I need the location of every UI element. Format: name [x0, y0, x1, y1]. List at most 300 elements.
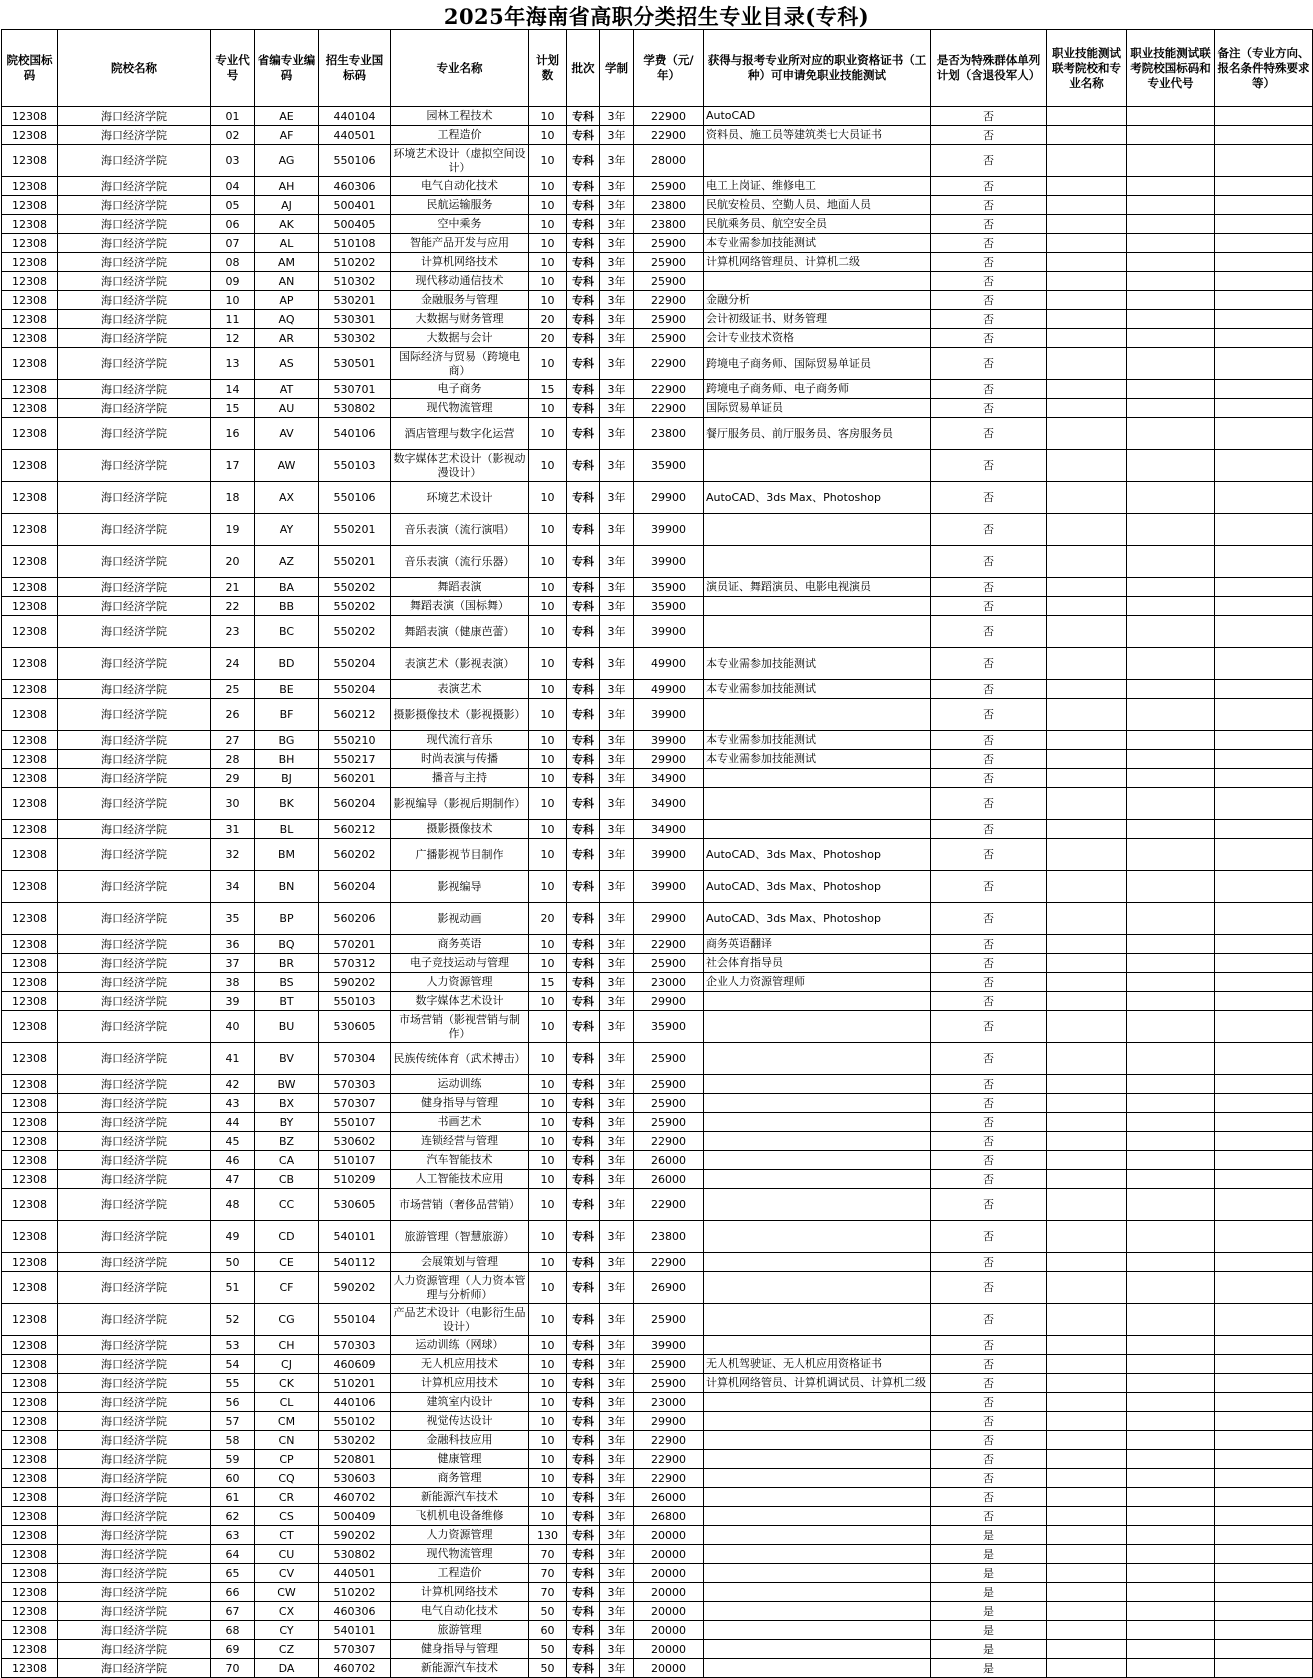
- cell-national-code: 570304: [319, 1043, 391, 1075]
- cell-remarks: [1215, 1170, 1313, 1189]
- cell-certificate: [704, 1132, 931, 1151]
- cell-remarks: [1215, 1113, 1313, 1132]
- cell-certificate: [704, 699, 931, 731]
- cell-duration: 3年: [600, 1355, 634, 1374]
- column-header-duration: 学制: [600, 30, 634, 107]
- cell-plan-count: 10: [529, 196, 567, 215]
- column-header-plan-count: 计划数: [529, 30, 567, 107]
- cell-school-name: 海口经济学院: [58, 546, 211, 578]
- cell-major-name: 商务英语: [391, 935, 529, 954]
- cell-tuition: 23800: [634, 418, 704, 450]
- cell-certificate: 社会体育指导员: [704, 954, 931, 973]
- cell-batch: 专科: [567, 1132, 600, 1151]
- cell-duration: 3年: [600, 1431, 634, 1450]
- cell-tuition: 35900: [634, 450, 704, 482]
- cell-certificate: [704, 546, 931, 578]
- cell-major-name: 工程造价: [391, 126, 529, 145]
- cell-joint-test-code: [1127, 1431, 1215, 1450]
- cell-batch: 专科: [567, 1221, 600, 1253]
- cell-certificate: 跨境电子商务师、国际贸易单证员: [704, 348, 931, 380]
- cell-major-name: 民族传统体育（武术搏击）: [391, 1043, 529, 1075]
- cell-plan-count: 10: [529, 597, 567, 616]
- cell-school-name: 海口经济学院: [58, 1488, 211, 1507]
- cell-school-code: 12308: [2, 482, 58, 514]
- cell-province-code: CT: [255, 1526, 319, 1545]
- cell-school-name: 海口经济学院: [58, 871, 211, 903]
- cell-school-code: 12308: [2, 291, 58, 310]
- cell-major-code: 02: [211, 126, 255, 145]
- cell-certificate: AutoCAD、3ds Max、Photoshop: [704, 839, 931, 871]
- cell-major-code: 06: [211, 215, 255, 234]
- cell-batch: 专科: [567, 196, 600, 215]
- cell-school-code: 12308: [2, 1170, 58, 1189]
- cell-special-group: 否: [931, 1253, 1047, 1272]
- cell-special-group: 否: [931, 1075, 1047, 1094]
- cell-special-group: 否: [931, 145, 1047, 177]
- cell-batch: 专科: [567, 1374, 600, 1393]
- cell-joint-test-school: [1047, 1602, 1127, 1621]
- cell-remarks: [1215, 1221, 1313, 1253]
- cell-joint-test-code: [1127, 272, 1215, 291]
- cell-batch: 专科: [567, 1355, 600, 1374]
- cell-school-code: 12308: [2, 1469, 58, 1488]
- cell-remarks: [1215, 1469, 1313, 1488]
- cell-batch: 专科: [567, 871, 600, 903]
- table-row: [2, 1189, 1313, 1221]
- cell-special-group: 是: [931, 1602, 1047, 1621]
- cell-school-code: 12308: [2, 126, 58, 145]
- cell-certificate: 电工上岗证、维修电工: [704, 177, 931, 196]
- cell-joint-test-code: [1127, 820, 1215, 839]
- cell-province-code: AM: [255, 253, 319, 272]
- cell-national-code: 530802: [319, 399, 391, 418]
- cell-school-name: 海口经济学院: [58, 126, 211, 145]
- cell-certificate: [704, 1564, 931, 1583]
- cell-province-code: CC: [255, 1189, 319, 1221]
- cell-special-group: 否: [931, 578, 1047, 597]
- cell-special-group: 否: [931, 1221, 1047, 1253]
- table-row: [2, 731, 1313, 750]
- cell-plan-count: 10: [529, 935, 567, 954]
- cell-plan-count: 70: [529, 1545, 567, 1564]
- cell-special-group: 是: [931, 1564, 1047, 1583]
- cell-tuition: 34900: [634, 788, 704, 820]
- cell-school-name: 海口经济学院: [58, 253, 211, 272]
- cell-certificate: 民航安检员、空勤人员、地面人员: [704, 196, 931, 215]
- cell-certificate: [704, 1488, 931, 1507]
- cell-joint-test-school: [1047, 1336, 1127, 1355]
- cell-tuition: 39900: [634, 839, 704, 871]
- cell-national-code: 550201: [319, 546, 391, 578]
- cell-national-code: 510202: [319, 1583, 391, 1602]
- cell-special-group: 否: [931, 1113, 1047, 1132]
- table-row: [2, 1469, 1313, 1488]
- cell-major-name: 金融服务与管理: [391, 291, 529, 310]
- cell-major-code: 05: [211, 196, 255, 215]
- cell-tuition: 20000: [634, 1526, 704, 1545]
- cell-plan-count: 15: [529, 973, 567, 992]
- cell-joint-test-code: [1127, 1043, 1215, 1075]
- cell-special-group: 否: [931, 348, 1047, 380]
- cell-special-group: 否: [931, 196, 1047, 215]
- cell-school-code: 12308: [2, 1602, 58, 1621]
- cell-special-group: 否: [931, 648, 1047, 680]
- cell-plan-count: 10: [529, 234, 567, 253]
- table-row: [2, 1640, 1313, 1659]
- cell-school-code: 12308: [2, 1393, 58, 1412]
- cell-duration: 3年: [600, 1393, 634, 1412]
- cell-plan-count: 10: [529, 1469, 567, 1488]
- cell-school-code: 12308: [2, 1431, 58, 1450]
- cell-batch: 专科: [567, 1659, 600, 1678]
- cell-special-group: 否: [931, 616, 1047, 648]
- cell-major-name: 旅游管理: [391, 1621, 529, 1640]
- cell-special-group: 否: [931, 699, 1047, 731]
- cell-school-code: 12308: [2, 1374, 58, 1393]
- cell-national-code: 530605: [319, 1189, 391, 1221]
- cell-duration: 3年: [600, 380, 634, 399]
- cell-major-name: 环境艺术设计: [391, 482, 529, 514]
- cell-major-code: 54: [211, 1355, 255, 1374]
- cell-duration: 3年: [600, 272, 634, 291]
- cell-plan-count: 10: [529, 1304, 567, 1336]
- table-row: [2, 107, 1313, 126]
- cell-certificate: 商务英语翻译: [704, 935, 931, 954]
- cell-tuition: 23800: [634, 196, 704, 215]
- cell-province-code: CA: [255, 1151, 319, 1170]
- cell-school-code: 12308: [2, 788, 58, 820]
- cell-school-name: 海口经济学院: [58, 418, 211, 450]
- cell-remarks: [1215, 935, 1313, 954]
- cell-remarks: [1215, 1043, 1313, 1075]
- cell-special-group: 否: [931, 1304, 1047, 1336]
- cell-school-name: 海口经济学院: [58, 1412, 211, 1431]
- cell-special-group: 否: [931, 1272, 1047, 1304]
- cell-special-group: 否: [931, 903, 1047, 935]
- cell-major-code: 15: [211, 399, 255, 418]
- cell-national-code: 440501: [319, 1564, 391, 1583]
- cell-plan-count: 60: [529, 1621, 567, 1640]
- cell-batch: 专科: [567, 992, 600, 1011]
- cell-province-code: AY: [255, 514, 319, 546]
- cell-major-name: 新能源汽车技术: [391, 1488, 529, 1507]
- cell-duration: 3年: [600, 903, 634, 935]
- cell-joint-test-school: [1047, 546, 1127, 578]
- cell-duration: 3年: [600, 482, 634, 514]
- cell-remarks: [1215, 871, 1313, 903]
- table-row: [2, 699, 1313, 731]
- cell-certificate: [704, 1659, 931, 1678]
- cell-national-code: 510201: [319, 1374, 391, 1393]
- cell-joint-test-code: [1127, 348, 1215, 380]
- cell-joint-test-school: [1047, 954, 1127, 973]
- cell-province-code: CH: [255, 1336, 319, 1355]
- cell-duration: 3年: [600, 1412, 634, 1431]
- cell-joint-test-school: [1047, 839, 1127, 871]
- cell-tuition: 49900: [634, 648, 704, 680]
- cell-province-code: CR: [255, 1488, 319, 1507]
- cell-joint-test-school: [1047, 1189, 1127, 1221]
- cell-major-code: 70: [211, 1659, 255, 1678]
- cell-remarks: [1215, 1488, 1313, 1507]
- cell-national-code: 500409: [319, 1507, 391, 1526]
- cell-tuition: 26900: [634, 1272, 704, 1304]
- cell-province-code: BD: [255, 648, 319, 680]
- cell-province-code: CQ: [255, 1469, 319, 1488]
- cell-remarks: [1215, 680, 1313, 699]
- table-row: [2, 648, 1313, 680]
- cell-school-code: 12308: [2, 272, 58, 291]
- cell-joint-test-code: [1127, 1189, 1215, 1221]
- cell-joint-test-code: [1127, 871, 1215, 903]
- cell-province-code: AU: [255, 399, 319, 418]
- cell-province-code: BK: [255, 788, 319, 820]
- cell-joint-test-school: [1047, 1374, 1127, 1393]
- cell-plan-count: 10: [529, 145, 567, 177]
- cell-joint-test-code: [1127, 329, 1215, 348]
- cell-joint-test-code: [1127, 1355, 1215, 1374]
- cell-tuition: 20000: [634, 1583, 704, 1602]
- cell-joint-test-code: [1127, 597, 1215, 616]
- cell-province-code: CD: [255, 1221, 319, 1253]
- cell-national-code: 530202: [319, 1431, 391, 1450]
- cell-plan-count: 10: [529, 750, 567, 769]
- cell-joint-test-code: [1127, 1621, 1215, 1640]
- cell-certificate: [704, 1113, 931, 1132]
- cell-national-code: 550204: [319, 648, 391, 680]
- cell-major-code: 50: [211, 1253, 255, 1272]
- cell-national-code: 570303: [319, 1075, 391, 1094]
- cell-special-group: 否: [931, 253, 1047, 272]
- cell-province-code: AJ: [255, 196, 319, 215]
- cell-major-name: 工程造价: [391, 1564, 529, 1583]
- cell-special-group: 否: [931, 272, 1047, 291]
- table-row: [2, 788, 1313, 820]
- table-row: [2, 954, 1313, 973]
- cell-major-code: 10: [211, 291, 255, 310]
- cell-plan-count: 10: [529, 1151, 567, 1170]
- cell-plan-count: 10: [529, 788, 567, 820]
- cell-duration: 3年: [600, 616, 634, 648]
- cell-joint-test-code: [1127, 1151, 1215, 1170]
- cell-batch: 专科: [567, 145, 600, 177]
- cell-major-name: 舞蹈表演（健康芭蕾）: [391, 616, 529, 648]
- cell-remarks: [1215, 253, 1313, 272]
- cell-school-code: 12308: [2, 1488, 58, 1507]
- cell-school-name: 海口经济学院: [58, 1075, 211, 1094]
- cell-province-code: BB: [255, 597, 319, 616]
- cell-joint-test-code: [1127, 380, 1215, 399]
- cell-plan-count: 10: [529, 820, 567, 839]
- cell-school-name: 海口经济学院: [58, 954, 211, 973]
- cell-major-name: 音乐表演（流行演唱）: [391, 514, 529, 546]
- cell-school-code: 12308: [2, 1221, 58, 1253]
- cell-province-code: BN: [255, 871, 319, 903]
- cell-certificate: 会计初级证书、财务管理: [704, 310, 931, 329]
- cell-tuition: 22900: [634, 1450, 704, 1469]
- cell-remarks: [1215, 1075, 1313, 1094]
- cell-major-name: 国际经济与贸易（跨境电商）: [391, 348, 529, 380]
- cell-batch: 专科: [567, 935, 600, 954]
- cell-school-code: 12308: [2, 1545, 58, 1564]
- cell-tuition: 23800: [634, 215, 704, 234]
- cell-major-name: 健身指导与管理: [391, 1094, 529, 1113]
- cell-major-name: 人力资源管理（人力资本管理与分析师）: [391, 1272, 529, 1304]
- cell-tuition: 22900: [634, 1431, 704, 1450]
- cell-special-group: 否: [931, 450, 1047, 482]
- table-row: [2, 750, 1313, 769]
- cell-province-code: BA: [255, 578, 319, 597]
- cell-certificate: [704, 1304, 931, 1336]
- cell-school-code: 12308: [2, 380, 58, 399]
- cell-national-code: 550201: [319, 514, 391, 546]
- table-row: [2, 903, 1313, 935]
- cell-duration: 3年: [600, 1170, 634, 1189]
- cell-major-code: 47: [211, 1170, 255, 1189]
- table-row: [2, 348, 1313, 380]
- cell-certificate: 无人机驾驶证、无人机应用资格证书: [704, 1355, 931, 1374]
- cell-school-code: 12308: [2, 1043, 58, 1075]
- column-header-major-name: 专业名称: [391, 30, 529, 107]
- cell-joint-test-school: [1047, 145, 1127, 177]
- cell-national-code: 550103: [319, 450, 391, 482]
- cell-special-group: 否: [931, 418, 1047, 450]
- cell-certificate: [704, 992, 931, 1011]
- cell-batch: 专科: [567, 839, 600, 871]
- cell-plan-count: 10: [529, 126, 567, 145]
- cell-school-code: 12308: [2, 616, 58, 648]
- cell-school-name: 海口经济学院: [58, 1151, 211, 1170]
- cell-tuition: 20000: [634, 1602, 704, 1621]
- cell-joint-test-code: [1127, 648, 1215, 680]
- cell-joint-test-code: [1127, 482, 1215, 514]
- cell-major-name: 现代物流管理: [391, 1545, 529, 1564]
- cell-major-name: 数字媒体艺术设计: [391, 992, 529, 1011]
- cell-province-code: AL: [255, 234, 319, 253]
- cell-batch: 专科: [567, 903, 600, 935]
- cell-plan-count: 20: [529, 329, 567, 348]
- cell-batch: 专科: [567, 1621, 600, 1640]
- cell-remarks: [1215, 597, 1313, 616]
- cell-school-code: 12308: [2, 1151, 58, 1170]
- cell-school-code: 12308: [2, 1583, 58, 1602]
- cell-joint-test-school: [1047, 1272, 1127, 1304]
- cell-major-code: 11: [211, 310, 255, 329]
- cell-major-code: 01: [211, 107, 255, 126]
- cell-major-code: 36: [211, 935, 255, 954]
- cell-joint-test-code: [1127, 196, 1215, 215]
- cell-major-code: 40: [211, 1011, 255, 1043]
- cell-joint-test-code: [1127, 1374, 1215, 1393]
- cell-school-name: 海口经济学院: [58, 1132, 211, 1151]
- cell-plan-count: 10: [529, 546, 567, 578]
- cell-tuition: 20000: [634, 1545, 704, 1564]
- cell-remarks: [1215, 1355, 1313, 1374]
- cell-joint-test-code: [1127, 1507, 1215, 1526]
- cell-joint-test-code: [1127, 1469, 1215, 1488]
- cell-joint-test-code: [1127, 1602, 1215, 1621]
- cell-school-code: 12308: [2, 954, 58, 973]
- cell-remarks: [1215, 1545, 1313, 1564]
- cell-special-group: 否: [931, 1469, 1047, 1488]
- cell-certificate: [704, 1393, 931, 1412]
- cell-province-code: BH: [255, 750, 319, 769]
- cell-national-code: 560212: [319, 699, 391, 731]
- table-row: [2, 1621, 1313, 1640]
- cell-duration: 3年: [600, 699, 634, 731]
- cell-national-code: 530201: [319, 291, 391, 310]
- cell-school-code: 12308: [2, 597, 58, 616]
- cell-special-group: 否: [931, 788, 1047, 820]
- cell-special-group: 否: [931, 680, 1047, 699]
- cell-joint-test-code: [1127, 680, 1215, 699]
- cell-plan-count: 10: [529, 514, 567, 546]
- cell-duration: 3年: [600, 1469, 634, 1488]
- cell-batch: 专科: [567, 1043, 600, 1075]
- cell-school-code: 12308: [2, 1132, 58, 1151]
- cell-national-code: 510108: [319, 234, 391, 253]
- cell-special-group: 否: [931, 731, 1047, 750]
- cell-school-code: 12308: [2, 348, 58, 380]
- cell-remarks: [1215, 514, 1313, 546]
- cell-plan-count: 10: [529, 1488, 567, 1507]
- cell-national-code: 530603: [319, 1469, 391, 1488]
- cell-school-name: 海口经济学院: [58, 1355, 211, 1374]
- cell-major-name: 舞蹈表演: [391, 578, 529, 597]
- cell-tuition: 29900: [634, 903, 704, 935]
- cell-duration: 3年: [600, 418, 634, 450]
- cell-province-code: CV: [255, 1564, 319, 1583]
- cell-certificate: 跨境电子商务师、电子商务师: [704, 380, 931, 399]
- cell-remarks: [1215, 769, 1313, 788]
- cell-plan-count: 10: [529, 1431, 567, 1450]
- cell-joint-test-code: [1127, 514, 1215, 546]
- cell-joint-test-school: [1047, 272, 1127, 291]
- table-row: [2, 1113, 1313, 1132]
- cell-major-code: 43: [211, 1094, 255, 1113]
- cell-major-code: 49: [211, 1221, 255, 1253]
- cell-major-name: 金融科技应用: [391, 1431, 529, 1450]
- table-row: [2, 680, 1313, 699]
- cell-joint-test-school: [1047, 380, 1127, 399]
- table-row: [2, 145, 1313, 177]
- cell-province-code: BV: [255, 1043, 319, 1075]
- cell-major-code: 28: [211, 750, 255, 769]
- cell-duration: 3年: [600, 107, 634, 126]
- cell-special-group: 否: [931, 126, 1047, 145]
- table-row: [2, 1431, 1313, 1450]
- cell-batch: 专科: [567, 820, 600, 839]
- cell-special-group: 否: [931, 1189, 1047, 1221]
- cell-certificate: [704, 1640, 931, 1659]
- cell-certificate: [704, 514, 931, 546]
- cell-special-group: 否: [931, 482, 1047, 514]
- table-row: [2, 1132, 1313, 1151]
- cell-plan-count: 20: [529, 903, 567, 935]
- cell-school-name: 海口经济学院: [58, 310, 211, 329]
- cell-remarks: [1215, 731, 1313, 750]
- cell-major-code: 44: [211, 1113, 255, 1132]
- cell-joint-test-school: [1047, 418, 1127, 450]
- cell-duration: 3年: [600, 648, 634, 680]
- cell-batch: 专科: [567, 514, 600, 546]
- cell-school-name: 海口经济学院: [58, 1272, 211, 1304]
- table-row: [2, 1526, 1313, 1545]
- cell-tuition: 22900: [634, 291, 704, 310]
- cell-school-name: 海口经济学院: [58, 1393, 211, 1412]
- cell-joint-test-school: [1047, 514, 1127, 546]
- cell-school-name: 海口经济学院: [58, 680, 211, 699]
